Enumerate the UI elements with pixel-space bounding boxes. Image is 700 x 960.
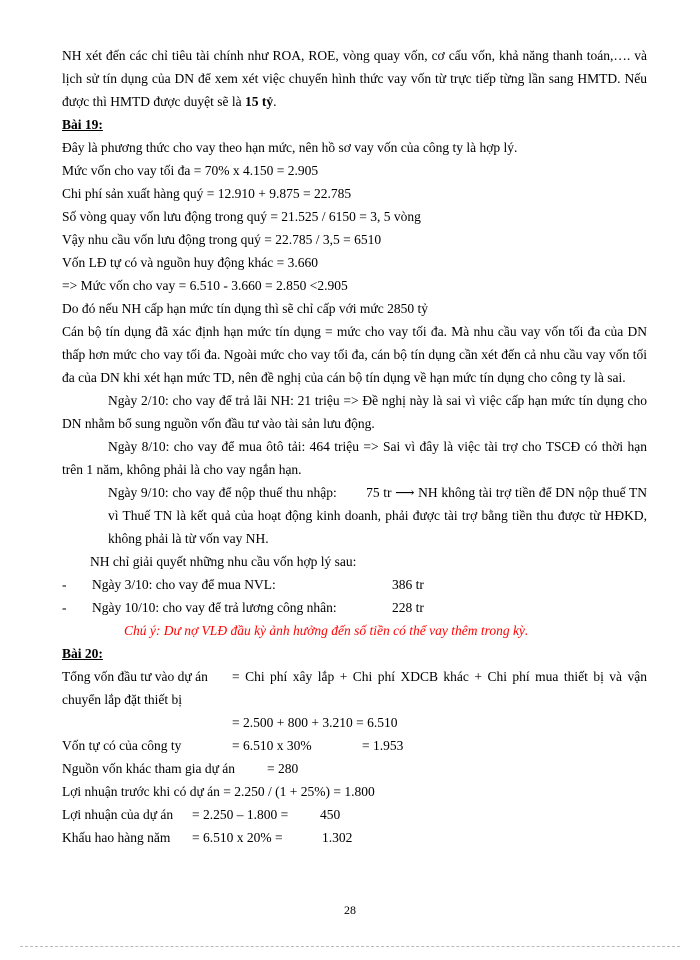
- officer-paragraph: Cán bộ tín dụng đã xác định hạn mức tín dụng = mức cho vay tối đa. Mà nhu cầu vay vốn tối đa của DN thấp hơn mức cho vay tối đa. Ngoài mức cho vay tối đa, cán bộ tín dụng cần xét đến cả nhu cầu vay vốn tối đa của DN khi xét hạn mức TD, nên đề nghị của cán bộ tín dụng về hạn mức tín dụng cho công ty là sai.: [62, 324, 647, 385]
- list-item: - Ngày 10/10: cho vay để trả lương công nhân: 228 tr: [62, 600, 424, 615]
- table-row: Vốn tự có của công ty = 6.510 x 30% = 1.953: [62, 738, 404, 753]
- bai19-line: => Mức vốn cho vay = 6.510 - 3.660 = 2.850 <2.905: [62, 278, 348, 293]
- table-row: Khấu hao hàng năm = 6.510 x 20% = 1.302: [62, 830, 353, 845]
- hmtd-amount: 15 tỷ: [245, 94, 274, 109]
- bai19-line: Mức vốn cho vay tối đa = 70% x 4.150 = 2.905: [62, 163, 319, 178]
- bai19-line: Số vòng quay vốn lưu động trong quý = 21.525 / 6150 = 3, 5 vòng: [62, 209, 421, 224]
- day-2-paragraph: Ngày 2/10: cho vay để trả lãi NH: 21 triệu => Đề nghị này là sai vì việc cấp hạn mức tín dụng cho DN nhằm bổ sung nguồn vốn đầu tư vào tài sản lưu động.: [62, 393, 647, 431]
- only-needs-line: NH chỉ giải quyết những nhu cầu vốn hợp lý sau:: [90, 554, 357, 569]
- table-row: Nguồn vốn khác tham gia dự án = 280: [62, 761, 299, 776]
- bai19-line: Do đó nếu NH cấp hạn mức tín dụng thì sẽ chỉ cấp với mức 2850 tỷ: [62, 301, 428, 316]
- bai19-line: Chi phí sản xuất hàng quý = 12.910 + 9.875 = 22.785: [62, 186, 352, 201]
- note-line: Chú ý: Dư nợ VLĐ đầu kỳ ảnh hưởng đến số tiền có thể vay thêm trong kỳ.: [124, 623, 529, 638]
- page-content: [62, 44, 647, 849]
- table-row: Lợi nhuận trước khi có dự án = 2.250 / (1 + 25%) = 1.800: [62, 784, 375, 799]
- table-row: Lợi nhuận của dự án = 2.250 – 1.800 = 450: [62, 807, 341, 822]
- page-bottom-divider: [20, 946, 680, 947]
- heading-bai-20: Bài 20:: [62, 646, 103, 661]
- bai19-line: Vậy nhu cầu vốn lưu động trong quý = 22.785 / 3,5 = 6510: [62, 232, 382, 247]
- bai19-line: Đây là phương thức cho vay theo hạn mức, nên hồ sơ vay vốn của công ty là hợp lý.: [62, 140, 518, 155]
- day-8-paragraph: Ngày 8/10: cho vay để mua ôtô tải: 464 triệu => Sai vì đây là việc tài trợ cho TSCĐ có thời hạn trên 1 năm, không phải là cho vay ngắn hạn.: [62, 439, 647, 477]
- heading-bai-19: Bài 19:: [62, 117, 103, 132]
- page-number: 28: [344, 903, 356, 917]
- total-investment-line: Tổng vốn đầu tư vào dự án = Chi phí xây lắp + Chi phí XDCB khác + Chi phí mua thiết bị và vận chuyển lắp đặt thiết bị: [62, 669, 647, 707]
- total-investment-value: = 2.500 + 800 + 3.210 = 6.510: [232, 715, 398, 730]
- day-9-paragraph: Ngày 9/10: cho vay để nộp thuế thu nhập: 75 tr ⟶ NH không tài trợ tiền để DN nộp thuế TN vì Thuế TN là kết quả của hoạt động kinh doanh, phải được tài trợ bằng tiền thu được từ HĐKD, không phải là từ vốn vay NH.: [108, 485, 647, 546]
- bai19-line: Vốn LĐ tự có và nguồn huy động khác = 3.660: [62, 255, 319, 270]
- intro-paragraph: NH xét đến các chỉ tiêu tài chính như ROA, ROE, vòng quay vốn, cơ cấu vốn, khả năng thanh toán,…. và lịch sử tín dụng của DN để xem xét việc chuyển hình thức vay vốn từ trực tiếp từng lần sang HMTD. Nếu được thì HMTD được duyệt sẽ là 15 tỷ.: [62, 48, 647, 109]
- list-item: - Ngày 3/10: cho vay để mua NVL: 386 tr: [62, 577, 424, 592]
